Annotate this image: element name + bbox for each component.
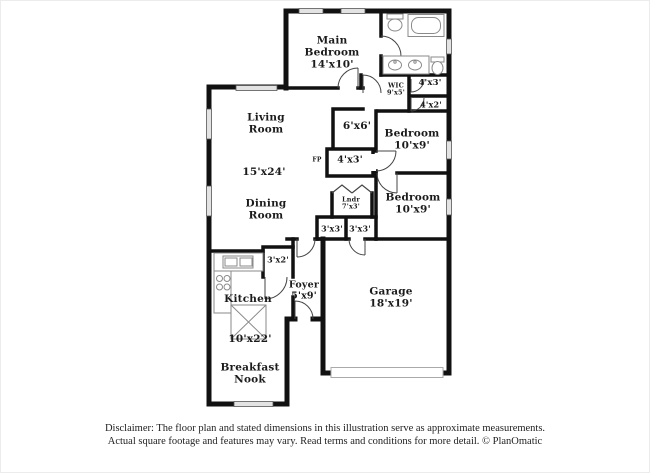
label-bedroom-3: Bedroom 10'x9'	[385, 191, 441, 215]
disclaimer	[1, 422, 649, 448]
label-fireplace-dims: 4'x3'	[337, 154, 363, 166]
label-main-bedroom: Main Bedroom 14'x10'	[304, 34, 360, 70]
label-wic: WIC 9'x5'	[387, 81, 405, 97]
label-pantry: 3'x2'	[267, 254, 289, 265]
label-hall-6x6: 6'x6'	[342, 120, 372, 133]
label-kitchen-dims: 10'x22'	[228, 333, 272, 346]
label-closet-4x3: 4'x3'	[418, 78, 442, 89]
toilet-icon-2	[431, 57, 444, 75]
label-fireplace-abbr: FP	[312, 156, 322, 164]
label-kitchen: Kitchen	[224, 293, 272, 306]
label-breakfast-nook: Breakfast Nook	[220, 361, 280, 385]
disclaimer-line-2: Actual square footage and features may vary. Read terms and conditions for more detail. © PlanOmatic	[107, 436, 543, 448]
label-closet-4x2: 4'x2'	[420, 99, 442, 110]
label-garage: Garage 18'x19'	[369, 285, 413, 309]
label-bedroom-2: Bedroom 10'x9'	[384, 127, 440, 151]
label-closet-3x3-a: 3'x3'	[321, 223, 343, 234]
label-closet-3x3-b: 3'x3'	[349, 223, 371, 234]
toilet-icon	[387, 14, 403, 31]
label-living-room: Living Room	[247, 111, 285, 135]
disclaimer-line-1: Disclaimer: The floor plan and stated dimensions in this illustration serve as approximate measurements.	[104, 423, 546, 434]
label-dining-room: Dining Room	[245, 197, 287, 221]
garage-door	[331, 368, 443, 378]
vanity-sinks-icon	[383, 56, 429, 74]
label-living-dining-dims: 15'x24'	[242, 166, 286, 179]
label-laundry: Lndr 7'x3'	[341, 195, 361, 211]
label-foyer: Foyer 5'x9'	[288, 279, 320, 301]
